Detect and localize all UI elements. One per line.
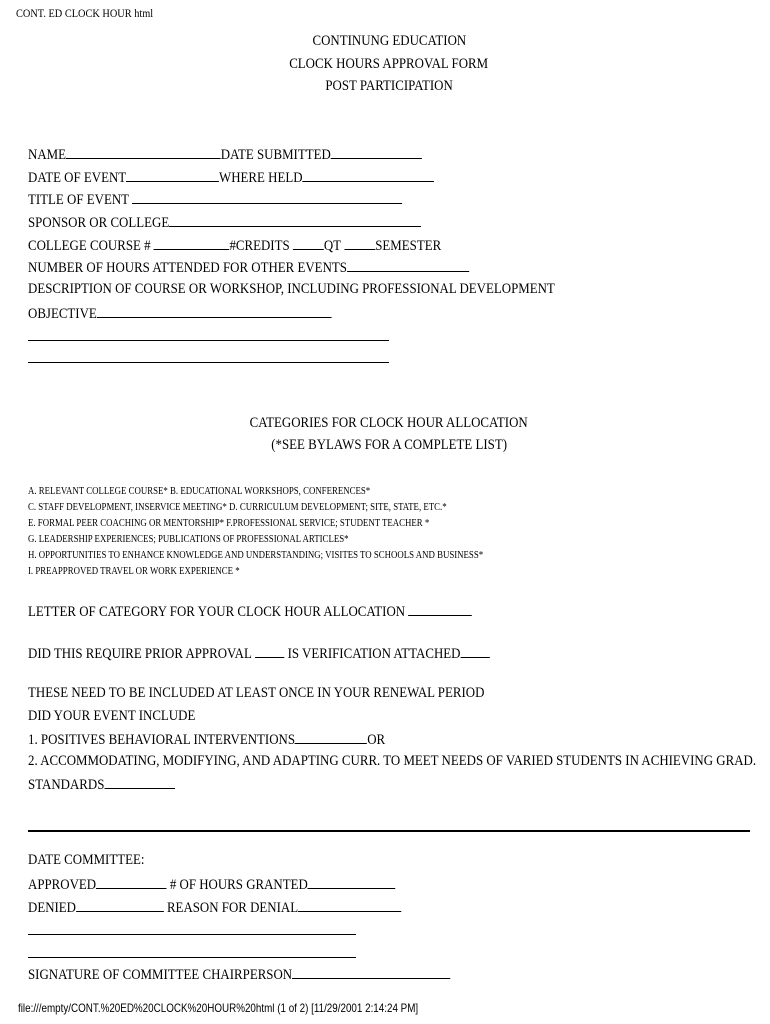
category-item: I. PREAPPROVED TRAVEL OR WORK EXPERIENCE *	[28, 566, 240, 577]
reason-label: REASON FOR DENIAL	[166, 900, 299, 916]
date-committee-label: DATE COMMITTEE:	[28, 852, 145, 868]
description-line-1[interactable]	[28, 340, 389, 341]
approved-label: APPROVED	[28, 877, 97, 893]
item1-row	[28, 729, 385, 749]
approved-row	[28, 874, 396, 894]
hours-other-label: NUMBER OF HOURS ATTENDED FOR OTHER EVENTS	[28, 260, 347, 276]
hours-granted-label: # OF HOURS GRANTED	[169, 877, 308, 893]
description-line-2[interactable]	[28, 362, 389, 363]
sponsor-label: SPONSOR OR COLLEGE	[28, 215, 170, 231]
reason-line-2[interactable]	[28, 957, 356, 958]
categories-title-text: CATEGORIES FOR CLOCK HOUR ALLOCATION	[249, 415, 529, 431]
denied-field[interactable]	[76, 897, 164, 912]
date-of-event-field[interactable]	[126, 167, 219, 182]
semester-label: SEMESTER	[375, 238, 442, 254]
item1-field[interactable]	[295, 729, 367, 744]
denied-row	[28, 897, 401, 917]
signature-label: SIGNATURE OF COMMITTEE CHAIRPERSON	[28, 967, 293, 983]
where-held-label: WHERE HELD	[219, 170, 303, 186]
description-label: DESCRIPTION OF COURSE OR WORKSHOP, INCLUDING PROFESSIONAL DEVELOPMENT	[28, 281, 555, 297]
categories-title	[0, 412, 770, 435]
or-label: OR	[367, 732, 386, 748]
standards-field[interactable]	[104, 774, 175, 789]
hours-granted-field[interactable]	[308, 874, 396, 889]
category-item: E. FORMAL PEER COACHING OR MENTORSHIP* F.PROFESSIONAL SERVICE; STUDENT TEACHER *	[28, 518, 430, 529]
signature-field[interactable]	[292, 964, 450, 979]
date-of-event-label: DATE OF EVENT	[28, 170, 127, 186]
prior-approval-row	[28, 643, 490, 663]
did-include-label: DID YOUR EVENT INCLUDE	[28, 708, 196, 724]
date-of-event-row	[28, 167, 434, 187]
section-divider	[28, 830, 750, 832]
hours-other-field[interactable]	[347, 257, 469, 272]
date-submitted-label: DATE SUBMITTED	[220, 147, 331, 163]
category-item: A. RELEVANT COLLEGE COURSE* B. EDUCATIONAL WORKSHOPS, CONFERENCES*	[28, 486, 371, 497]
category-item: H. OPPORTUNITIES TO ENHANCE KNOWLEDGE AND UNDERSTANDING; VISITES TO SCHOOLS AND BUSINESS*	[28, 550, 484, 561]
objective-field[interactable]	[97, 303, 332, 318]
credits-field[interactable]	[293, 235, 324, 250]
objective-label: OBJECTIVE	[28, 306, 97, 322]
prior-approval-label: DID THIS REQUIRE PRIOR APPROVAL	[28, 646, 252, 662]
sponsor-field[interactable]	[169, 212, 421, 227]
title-line-2: CLOCK HOURS APPROVAL FORM	[289, 55, 489, 72]
name-label: NAME	[28, 147, 66, 163]
reason-field[interactable]	[298, 897, 401, 912]
qt-label: QT	[323, 238, 342, 254]
verification-field[interactable]	[460, 643, 489, 658]
date-submitted-field[interactable]	[331, 144, 422, 159]
categories-subtitle-text: (*SEE BYLAWS FOR A COMPLETE LIST)	[271, 437, 507, 453]
college-course-row	[28, 235, 441, 255]
reason-line-1[interactable]	[28, 934, 356, 935]
title-of-event-field[interactable]	[132, 189, 402, 204]
where-held-field[interactable]	[303, 167, 435, 182]
item1-label: 1. POSITIVES BEHAVIORAL INTERVENTIONS	[28, 732, 296, 748]
item2-label: 2. ACCOMMODATING, MODIFYING, AND ADAPTING CURR. TO MEET NEEDS OF VARIED STUDENTS IN ACHIEVING GRAD.	[28, 753, 757, 769]
category-item: C. STAFF DEVELOPMENT, INSERVICE MEETING* D. CURRICULUM DEVELOPMENT; SITE, STATE, ETC.*	[28, 502, 447, 513]
prior-approval-field[interactable]	[255, 643, 284, 658]
category-item: G. LEADERSHIP EXPERIENCES; PUBLICATIONS OF PROFESSIONAL ARTICLES*	[28, 534, 349, 545]
title-line-3: POST PARTICIPATION	[325, 78, 453, 94]
college-course-label: COLLEGE COURSE #	[28, 238, 151, 254]
qt-field[interactable]	[344, 235, 375, 250]
page-footer: file:///empty/CONT.%20ED%20CLOCK%20HOUR%20html (1 of 2) [11/29/2001 2:14:24 PM]	[18, 1001, 419, 1015]
standards-row	[28, 774, 175, 794]
hours-other-row	[28, 257, 469, 277]
title-of-event-row	[28, 189, 402, 209]
standards-label: STANDARDS	[28, 777, 105, 793]
signature-row	[28, 964, 450, 984]
letter-of-category-row	[28, 601, 472, 621]
objective-row	[28, 303, 332, 323]
college-course-field[interactable]	[154, 235, 230, 250]
sponsor-row	[28, 212, 421, 232]
letter-of-category-label: LETTER OF CATEGORY FOR YOUR CLOCK HOUR ALLOCATION	[28, 604, 406, 620]
name-field[interactable]	[66, 144, 221, 159]
letter-of-category-field[interactable]	[408, 601, 472, 616]
renewal-note: THESE NEED TO BE INCLUDED AT LEAST ONCE IN YOUR RENEWAL PERIOD	[28, 685, 485, 701]
categories-subtitle	[0, 434, 770, 457]
page-header: CONT. ED CLOCK HOUR html	[16, 6, 154, 20]
form-title	[0, 30, 770, 98]
denied-label: DENIED	[28, 900, 77, 916]
title-line-1: CONTINUNG EDUCATION	[312, 33, 466, 49]
credits-label: #CREDITS	[229, 238, 290, 254]
name-row	[28, 144, 422, 164]
verification-label: IS VERIFICATION ATTACHED	[287, 646, 461, 662]
title-of-event-label: TITLE OF EVENT	[28, 192, 130, 208]
approved-field[interactable]	[96, 874, 167, 889]
